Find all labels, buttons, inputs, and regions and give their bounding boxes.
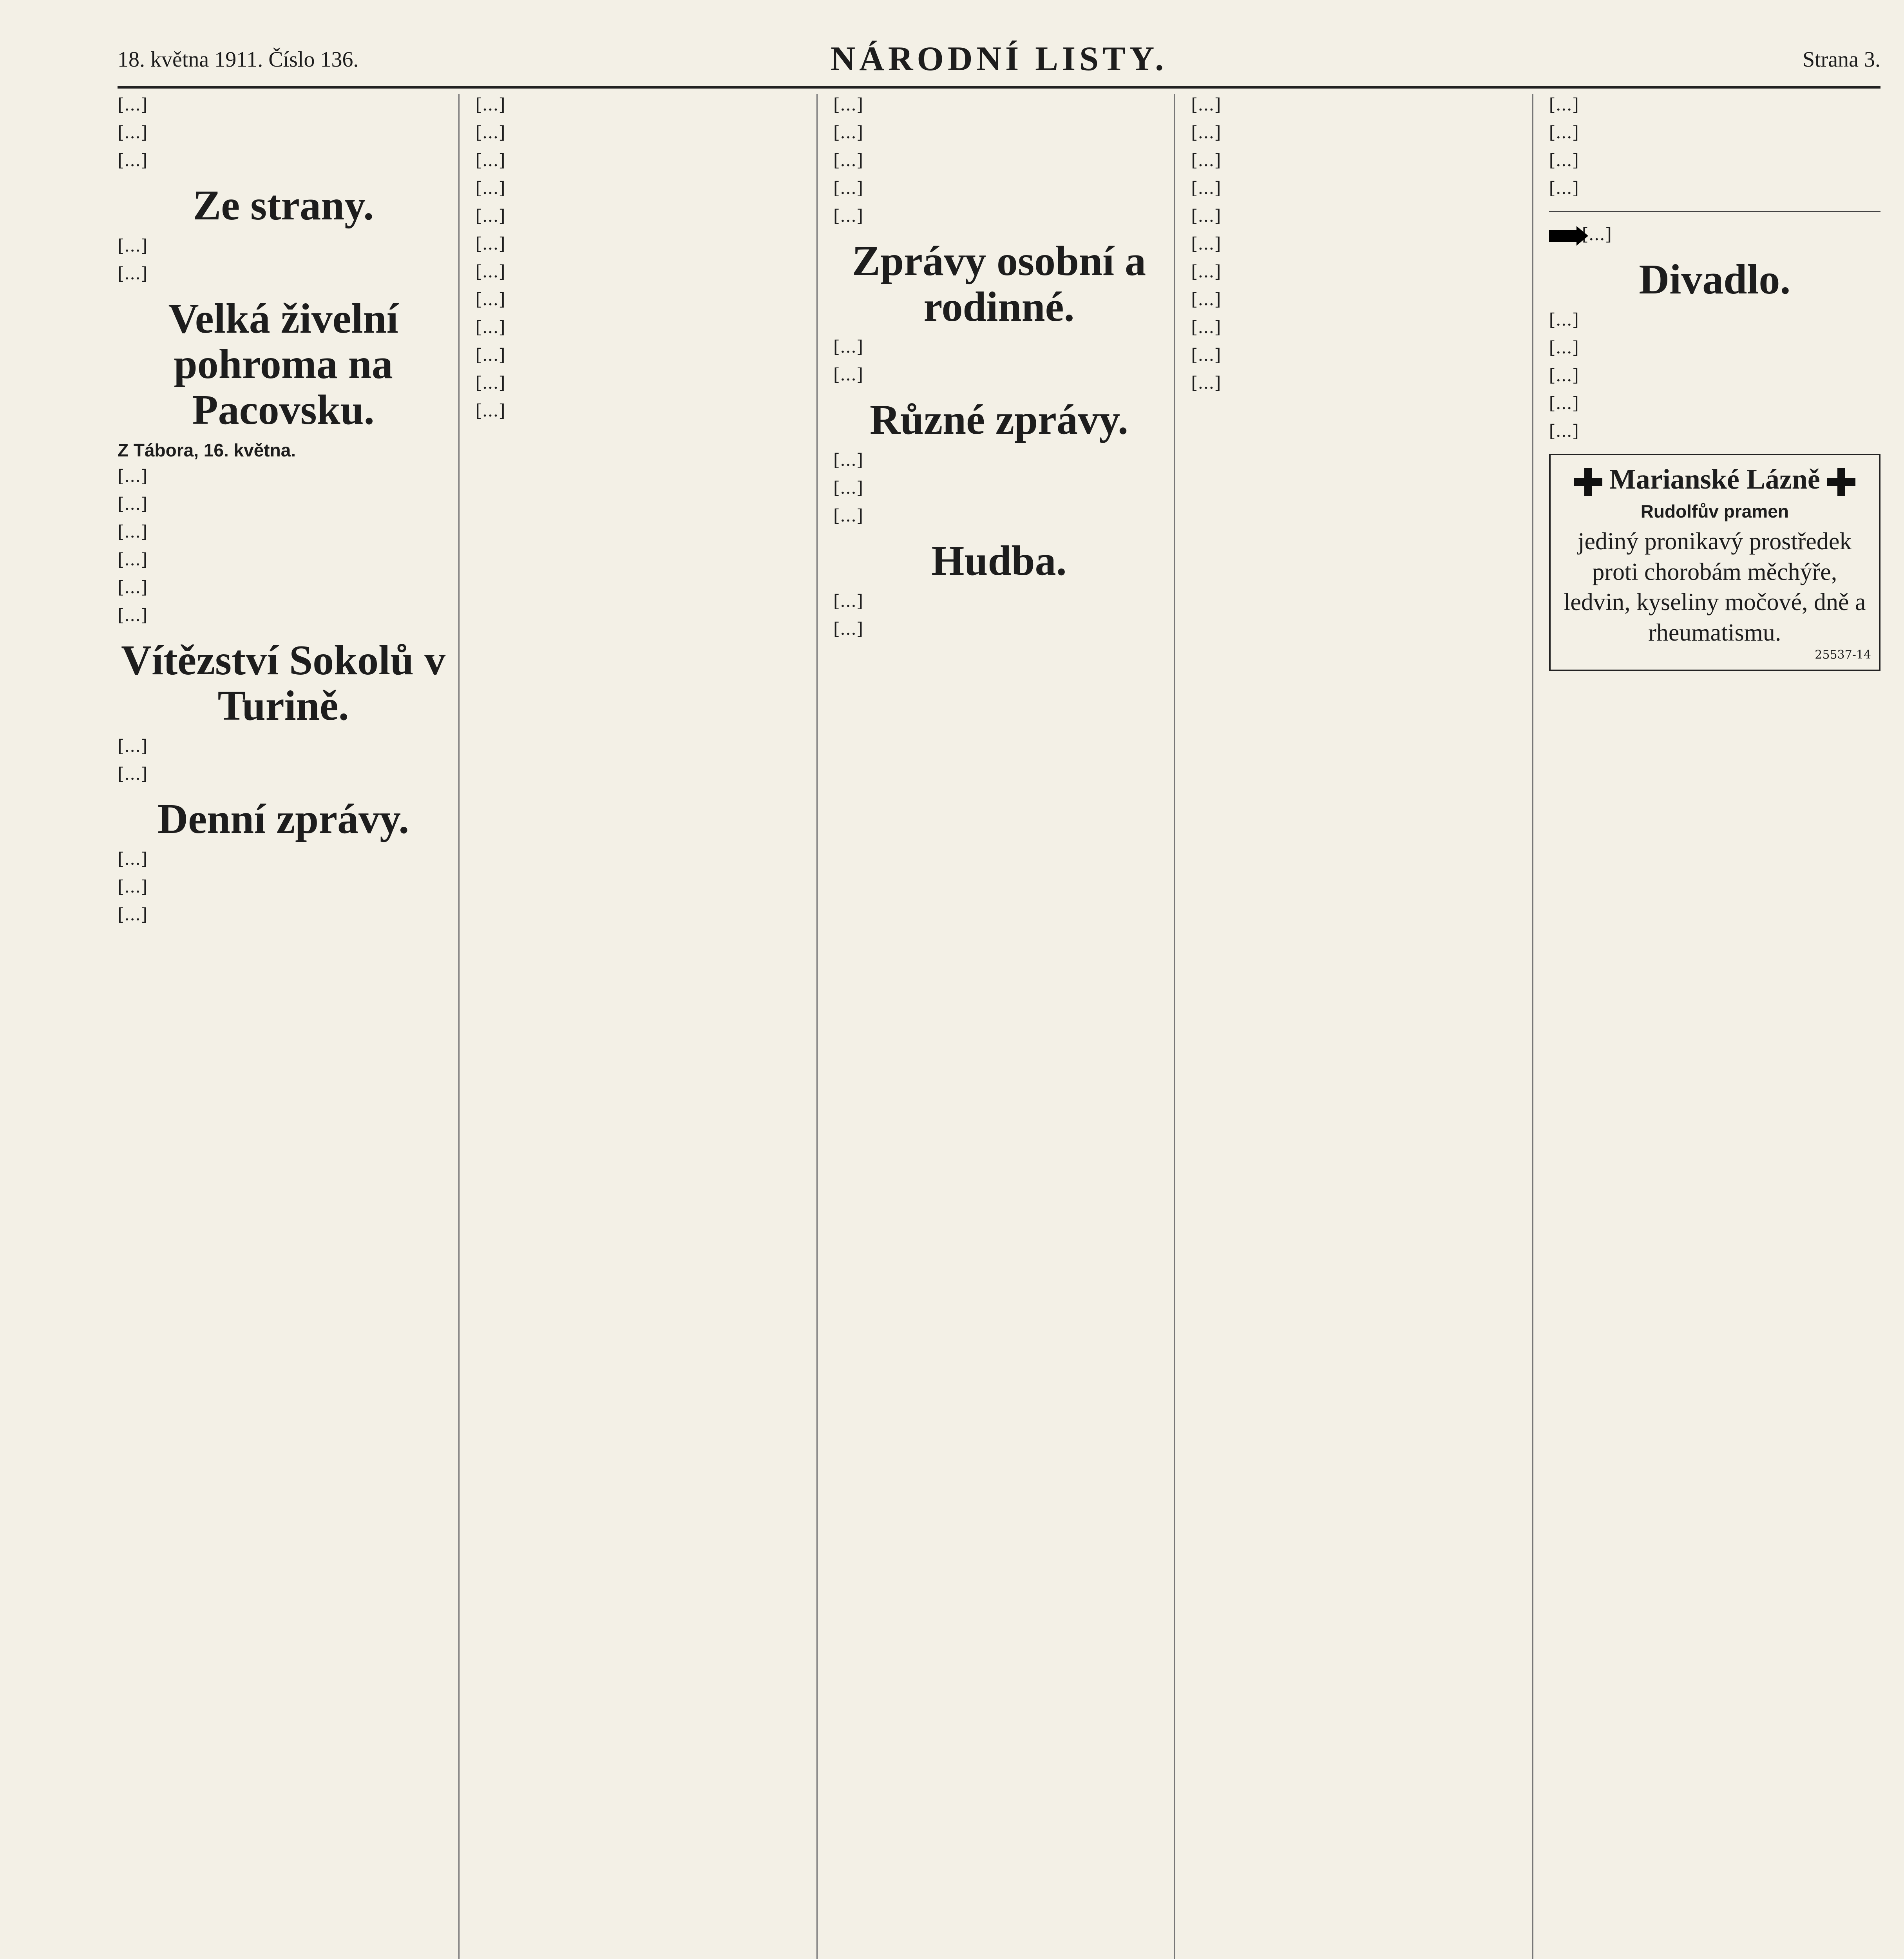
article-paragraph: [...]: [118, 549, 148, 570]
cross-icon: [1827, 468, 1855, 496]
article-paragraph: [...]: [118, 494, 148, 514]
article-paragraph: [...]: [475, 262, 505, 282]
column-5: [1549, 94, 1880, 1959]
divider: [1549, 211, 1880, 212]
article-paragraph: [...]: [1191, 373, 1221, 393]
article-paragraph: [...]: [118, 736, 148, 756]
article-paragraph: [...]: [1549, 310, 1579, 330]
article-paragraph: [...]: [475, 373, 505, 393]
heading-ruzne-zpravy: Různé zprávy.: [870, 397, 1128, 444]
article-paragraph: [...]: [475, 401, 505, 421]
article-paragraph: [...]: [1191, 317, 1221, 337]
article-paragraph: [...]: [833, 150, 863, 170]
page-header: [118, 39, 1880, 89]
article-paragraph: [...]: [118, 764, 148, 784]
heading-ze-strany: Ze strany.: [193, 182, 374, 229]
article-paragraph: [...]: [475, 95, 505, 115]
article-paragraph: [...]: [118, 235, 148, 256]
ad-body: jediný pronikavý prostředek proti chorobám měchýře, ledvin, kyseliny močové, dně a rheumatismu.: [1564, 528, 1866, 646]
heading-divadlo: Divadlo.: [1639, 256, 1791, 303]
issue-date: 18. května 1911. Číslo 136.: [118, 47, 359, 72]
article-paragraph: [...]: [118, 123, 148, 143]
column-3: [833, 94, 1175, 1959]
article-paragraph: [...]: [833, 450, 863, 470]
article-paragraph: [...]: [118, 521, 148, 542]
article-paragraph: [...]: [118, 263, 148, 284]
column-2: [475, 94, 817, 1959]
article-paragraph: [...]: [118, 849, 148, 869]
notice-paragraph: [...]: [1549, 224, 1880, 245]
article-paragraph: [...]: [118, 150, 148, 170]
article-paragraph: [...]: [118, 466, 148, 486]
column-4: [1191, 94, 1533, 1959]
article-paragraph: [...]: [1191, 178, 1221, 198]
article-paragraph: [...]: [118, 877, 148, 897]
article-paragraph: [...]: [1191, 150, 1221, 170]
filler-top: [118, 94, 449, 171]
pointing-hand-icon: [1549, 230, 1576, 242]
article-paragraph: [...]: [833, 337, 863, 357]
article-paragraph: [...]: [1191, 206, 1221, 226]
article-paragraph: [...]: [1191, 290, 1221, 310]
article-paragraph: [...]: [475, 178, 505, 198]
article-paragraph: [...]: [118, 905, 148, 925]
masthead: NÁRODNÍ LISTY.: [830, 40, 1168, 78]
cross-icon: [1574, 468, 1602, 496]
article-paragraph: [...]: [475, 123, 505, 143]
article-paragraph: [...]: [833, 123, 863, 143]
heading-pohroma: Velká živelní pohroma na Pacovsku.: [168, 295, 398, 433]
dateline: Z Tábora, 16. května.: [118, 440, 296, 460]
newspaper-page: [118, 39, 1880, 1959]
columns: [118, 94, 1880, 1959]
article-paragraph: [...]: [833, 619, 863, 639]
article-paragraph: [...]: [1549, 393, 1579, 413]
heading-hudba: Hudba.: [931, 537, 1067, 584]
article-paragraph: [...]: [1549, 365, 1579, 386]
article-paragraph: [...]: [1191, 262, 1221, 282]
advertisement: [1549, 454, 1880, 671]
ad-code: 25537-14: [1815, 648, 1871, 662]
article-paragraph: [...]: [833, 95, 863, 115]
article-paragraph: [...]: [1549, 150, 1579, 170]
article-paragraph: [...]: [1191, 345, 1221, 365]
article-paragraph: [...]: [833, 206, 863, 226]
article-paragraph: [...]: [475, 206, 505, 226]
article-paragraph: [...]: [1549, 337, 1579, 358]
article-paragraph: [...]: [118, 95, 148, 115]
article-paragraph: [...]: [118, 605, 148, 625]
article-paragraph: [...]: [1549, 178, 1579, 198]
ad-title: [1558, 463, 1871, 496]
article-paragraph: [...]: [118, 577, 148, 597]
article-paragraph: [...]: [833, 178, 863, 198]
page-number: Strana 3.: [1802, 47, 1880, 72]
heading-osobni-zpravy: Zprávy osobní a rodinné.: [852, 238, 1146, 330]
article-paragraph: [...]: [475, 290, 505, 310]
ad-title-text: Marianské Lázně: [1609, 463, 1820, 495]
article-paragraph: [...]: [833, 505, 863, 526]
article-paragraph: [...]: [1191, 234, 1221, 254]
article-paragraph: [...]: [1549, 421, 1579, 441]
article-paragraph: [...]: [833, 478, 863, 498]
article-paragraph: [...]: [475, 234, 505, 254]
heading-denni-zpravy: Denní zprávy.: [157, 795, 409, 842]
article-paragraph: [...]: [833, 365, 863, 385]
ad-subtitle: Rudolfův pramen: [1640, 501, 1789, 522]
column-1: [118, 94, 460, 1959]
article-paragraph: [...]: [1191, 95, 1221, 115]
article-paragraph: [...]: [475, 150, 505, 170]
article-paragraph: [...]: [475, 345, 505, 365]
article-paragraph: [...]: [475, 317, 505, 337]
article-paragraph: [...]: [1549, 95, 1579, 115]
article-paragraph: [...]: [1549, 123, 1579, 143]
heading-sokolu: Vítězství Sokolů v Turině.: [121, 637, 446, 730]
article-paragraph: [...]: [1191, 123, 1221, 143]
article-paragraph: [...]: [833, 591, 863, 611]
